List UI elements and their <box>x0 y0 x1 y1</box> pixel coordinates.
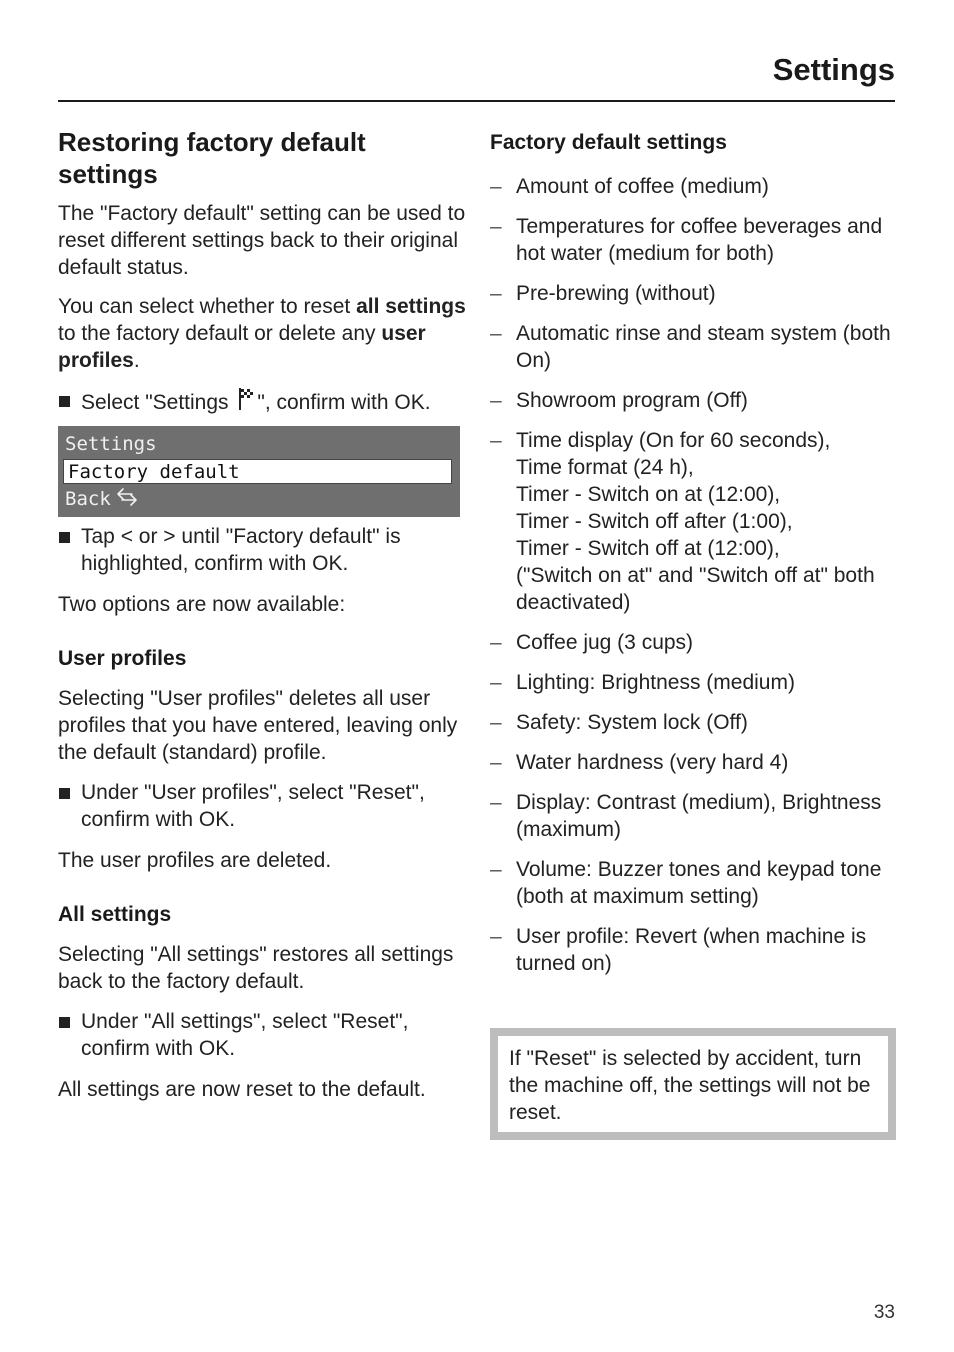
step-all-settings-reset <box>58 1008 468 1062</box>
list-item: – Display: Contrast (medium), Brightness (maximum) <box>490 791 882 841</box>
dash-marker: – <box>490 429 502 452</box>
select-paragraph <box>58 293 468 374</box>
dash-marker: – <box>490 215 502 238</box>
select-text-post: . <box>133 349 140 372</box>
bullet-square-icon <box>59 396 70 407</box>
display-back-row <box>65 486 138 512</box>
settings-flag-icon <box>237 387 254 411</box>
dash-marker: – <box>490 751 502 774</box>
step-tap-arrows <box>58 523 468 577</box>
step-user-profiles-text: Under "User profiles", select "Reset", confirm with OK. <box>81 781 425 831</box>
bullet-square-icon <box>59 1017 70 1028</box>
dash-marker: – <box>490 791 502 814</box>
select-text-bold-all: all settings <box>356 295 466 318</box>
display-back-label: Back <box>65 488 111 510</box>
list-item: – Volume: Buzzer tones and keypad tone (both at maximum setting) <box>490 858 882 908</box>
dash-marker: – <box>490 858 502 881</box>
dash-marker: – <box>490 322 502 345</box>
list-item: – User profile: Revert (when machine is turned on) <box>490 925 867 975</box>
step-select-settings-post: ", confirm with OK. <box>257 391 431 414</box>
all-settings-result: All settings are now reset to the default. <box>58 1078 426 1101</box>
all-settings-heading: All settings <box>58 903 172 926</box>
list-item: – Pre-brewing (without) <box>490 282 716 305</box>
step-select-settings-pre: Select "Settings <box>81 391 235 414</box>
list-item: – Time display (On for 60 seconds), Time format (24 h), Timer - Switch on at (12:00), Timer - Switch off after (1:00), Timer - Switch off at (12:00), ("Switch on at" and "Switch off at" both deactivated) <box>490 429 875 614</box>
right-column <box>490 126 900 990</box>
dash-marker: – <box>490 671 502 694</box>
list-item: – Safety: System lock (Off) <box>490 711 748 734</box>
intro-paragraph: The "Factory default" setting can be used to reset different settings back to their original default status. <box>58 202 466 279</box>
step-user-profiles-reset <box>58 779 468 833</box>
list-item: – Automatic rinse and steam system (both On) <box>490 322 891 372</box>
select-text-pre: You can select whether to reset <box>58 295 357 318</box>
dash-marker: – <box>490 711 502 734</box>
step-all-settings-text: Under "All settings", select "Reset", confirm with OK. <box>81 1010 409 1060</box>
section-title: Restoring factory default settings <box>58 127 366 189</box>
dash-marker: – <box>490 389 502 412</box>
page-title: Settings <box>772 52 895 87</box>
back-arrow-icon <box>116 488 138 506</box>
user-profiles-desc: Selecting "User profiles" deletes all user profiles that you have entered, leaving only the default (standard) profile. <box>58 687 458 764</box>
list-item: – Coffee jug (3 cups) <box>490 631 694 654</box>
device-display <box>58 426 460 517</box>
note-box <box>490 1028 896 1140</box>
bullet-square-icon <box>59 532 70 543</box>
user-profiles-result: The user profiles are deleted. <box>58 849 332 872</box>
dash-marker: – <box>490 282 502 305</box>
page-number: 33 <box>873 1302 895 1323</box>
select-text-bold-profiles: user profiles <box>58 322 426 372</box>
list-item: – Temperatures for coffee beverages and hot water (medium for both) <box>490 215 883 265</box>
display-menu-title: Settings <box>65 433 157 455</box>
dash-marker: – <box>490 175 502 198</box>
display-highlighted-option: Factory default <box>63 459 452 484</box>
list-item: – Lighting: Brightness (medium) <box>490 671 795 694</box>
note-text: If "Reset" is selected by accident, turn the machine off, the settings will not be reset. <box>509 1047 871 1124</box>
list-item: – Showroom program (Off) <box>490 389 748 412</box>
list-item: – Water hardness (very hard 4) <box>490 751 789 774</box>
step-tap-arrows-text: Tap < or > until "Factory default" is highlighted, confirm with OK. <box>81 525 401 575</box>
page-header <box>58 50 895 102</box>
user-profiles-heading: User profiles <box>58 647 187 670</box>
options-text: Two options are now available: <box>58 593 346 616</box>
dash-marker: – <box>490 925 502 948</box>
all-settings-desc: Selecting "All settings" restores all settings back to the factory default. <box>58 943 454 993</box>
bullet-square-icon <box>59 788 70 799</box>
list-item: – Amount of coffee (medium) <box>490 175 769 198</box>
left-column <box>58 126 468 1103</box>
select-text-mid: to the factory default or delete any <box>58 322 382 345</box>
step-select-settings <box>58 387 468 416</box>
dash-marker: – <box>490 631 502 654</box>
factory-defaults-list <box>490 173 900 977</box>
factory-defaults-heading: Factory default settings <box>490 131 727 154</box>
